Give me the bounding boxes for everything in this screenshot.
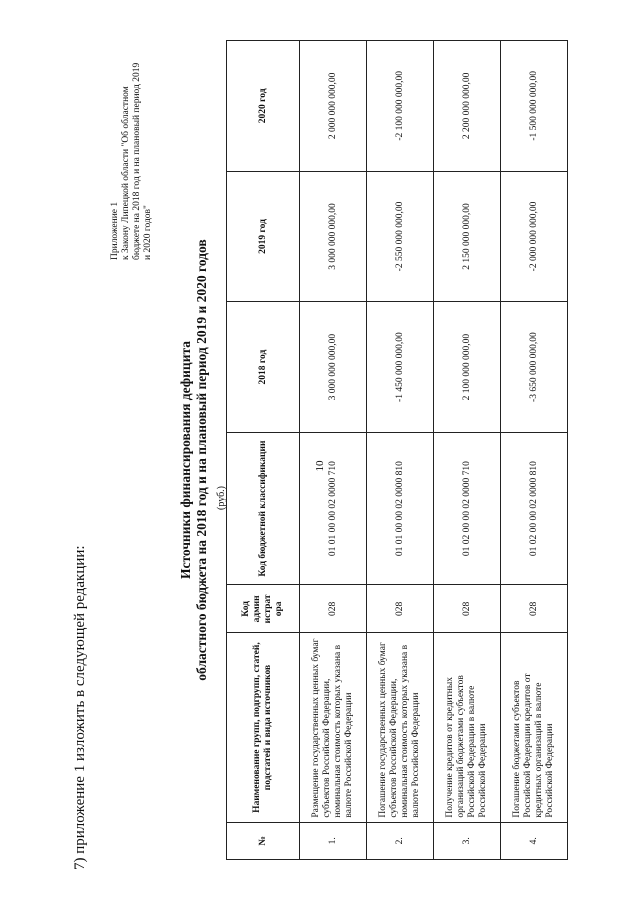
cell-name: Погашение государственных ценных бумаг субъектов Российской Федерации, номинальная стоимость которых указана в валюте Российской Федерации xyxy=(367,633,434,822)
title-line-1: Источники финансирования дефицита xyxy=(178,340,193,580)
document-title xyxy=(178,150,210,770)
intro-text: 7) приложение 1 изложить в следующей редакции: xyxy=(72,545,88,870)
appendix-note xyxy=(110,20,154,260)
budget-sources-table xyxy=(226,40,568,860)
page-number: 10 xyxy=(314,460,326,472)
header-admin-code: Код админ истрат ора xyxy=(227,585,300,633)
cell-classification-code: 01 01 00 00 02 0000 710 xyxy=(300,432,367,584)
table-row xyxy=(501,41,568,860)
cell-admin-code: 028 xyxy=(501,585,568,633)
appendix-line: бюджете на 2018 год и на плановый период 2019 xyxy=(132,62,142,260)
table-row xyxy=(300,41,367,860)
table-row xyxy=(367,41,434,860)
header-2020: 2020 год xyxy=(227,41,300,172)
cell-num: 2. xyxy=(367,822,434,859)
cell-name: Получение кредитов от кредитных организаций бюджетами субъектов Российской Федерации в валюте Российской Федерации xyxy=(434,633,501,822)
header-name: Наименование групп, подгрупп, статей, подстатей и вида источников xyxy=(227,633,300,822)
cell-num: 1. xyxy=(300,822,367,859)
appendix-line: Приложение 1 xyxy=(110,201,120,260)
appendix-line: к Закону Липецкой области "Об областном xyxy=(121,86,131,260)
cell-2018: 3 000 000 000,00 xyxy=(300,302,367,433)
header-classification-code: Код бюджетной классификации xyxy=(227,432,300,584)
cell-name: Погашение бюджетами субъектов Российской Федерации кредитов от кредитных организаций в валюте Российской Федерации xyxy=(501,633,568,822)
cell-2018: 2 100 000 000,00 xyxy=(434,302,501,433)
cell-2019: 3 000 000 000,00 xyxy=(300,171,367,302)
cell-2019: -2 550 000 000,00 xyxy=(367,171,434,302)
cell-name: Размещение государственных ценных бумаг субъектов Российской Федерации, номинальная стоимость которых указана в валюте Российской Федерации xyxy=(300,633,367,822)
header-2019: 2019 год xyxy=(227,171,300,302)
rotated-page-content xyxy=(20,20,620,880)
cell-classification-code: 01 01 00 00 02 0000 810 xyxy=(367,432,434,584)
cell-2019: -2 000 000 000,00 xyxy=(501,171,568,302)
cell-admin-code: 028 xyxy=(300,585,367,633)
cell-admin-code: 028 xyxy=(434,585,501,633)
table-row xyxy=(434,41,501,860)
cell-2020: -2 100 000 000,00 xyxy=(367,41,434,172)
cell-num: 3. xyxy=(434,822,501,859)
units-label: (руб.) xyxy=(216,486,227,510)
cell-2018: -1 450 000 000,00 xyxy=(367,302,434,433)
cell-2020: 2 000 000 000,00 xyxy=(300,41,367,172)
cell-2019: 2 150 000 000,00 xyxy=(434,171,501,302)
cell-2020: -1 500 000 000,00 xyxy=(501,41,568,172)
appendix-line: и 2020 годов" xyxy=(143,205,153,260)
table-header-row xyxy=(227,41,300,860)
cell-classification-code: 01 02 00 00 02 0000 810 xyxy=(501,432,568,584)
title-line-2: областного бюджета на 2018 год и на плановый период 2019 и 2020 годов xyxy=(194,239,209,681)
cell-num: 4. xyxy=(501,822,568,859)
header-num: № xyxy=(227,822,300,859)
header-2018: 2018 год xyxy=(227,302,300,433)
cell-2018: -3 650 000 000,00 xyxy=(501,302,568,433)
cell-classification-code: 01 02 00 00 02 0000 710 xyxy=(434,432,501,584)
cell-2020: 2 200 000 000,00 xyxy=(434,41,501,172)
cell-admin-code: 028 xyxy=(367,585,434,633)
